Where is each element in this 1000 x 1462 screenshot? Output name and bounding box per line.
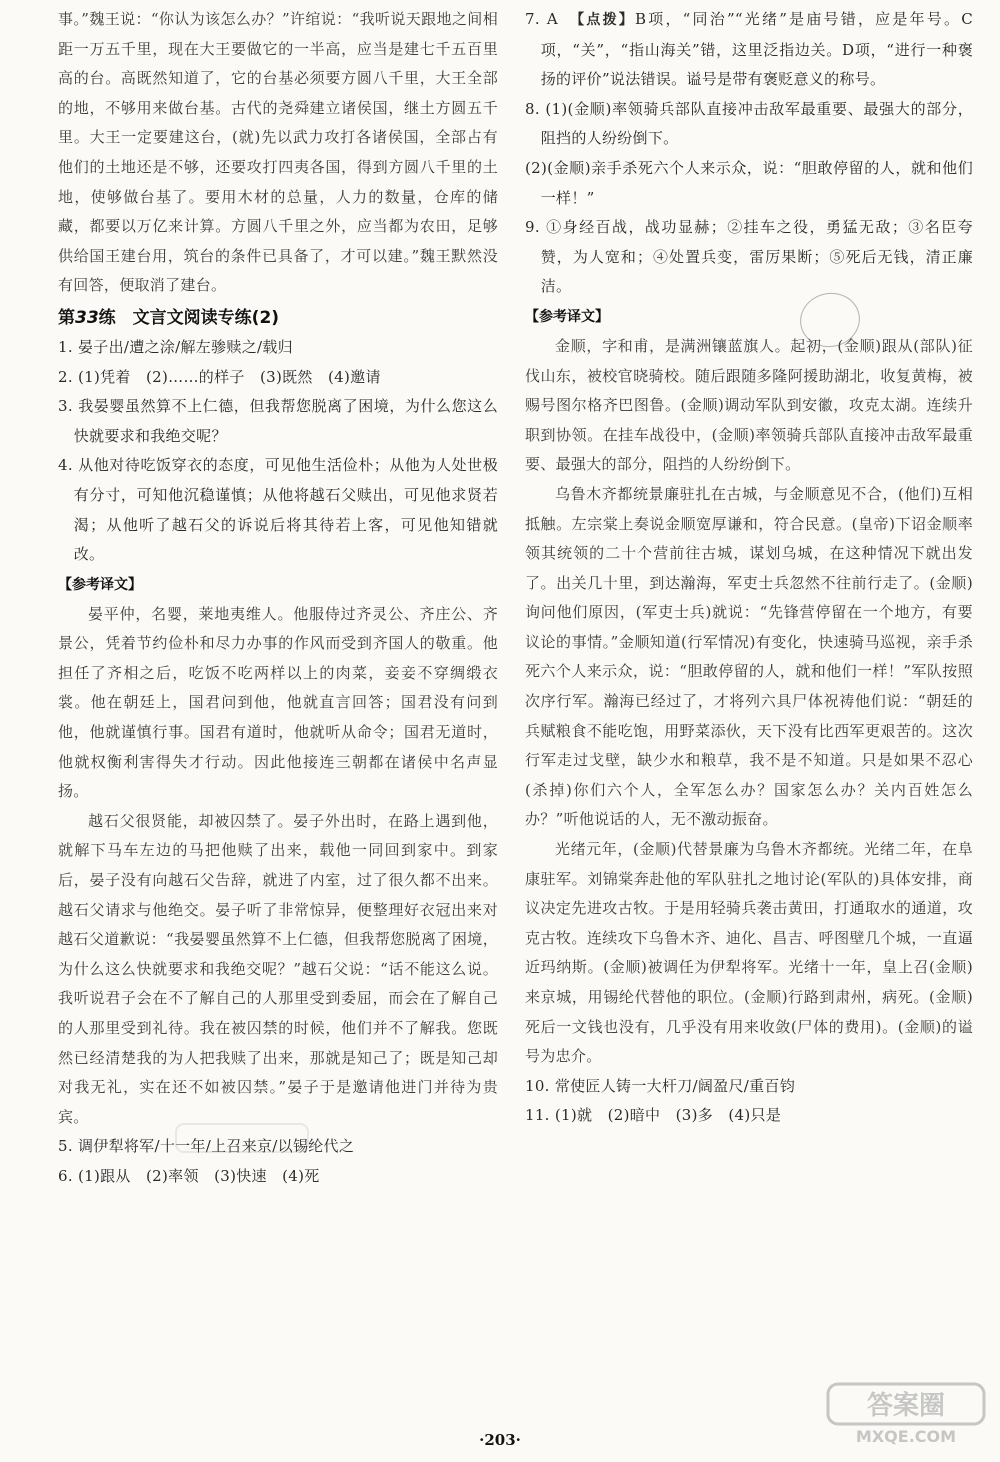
faint-watermark-icon (172, 1118, 312, 1158)
translation-paragraph-5: 光绪元年，(金顺)代替景廉为乌鲁木齐都统。光绪二年，在阜康驻军。刘锦棠奔赴他的军队驻扎之地讨论(军队的)具体安排，商议决定先进攻古牧。于是用轻骑兵袭击黄田，打通取水的通道，攻克古牧。连续攻下乌鲁木齐、迪化、昌吉、呼图壁几个城，一直逼近玛纳斯。(金顺)被调任为伊犁将军。光绪十一年，皇上召(金顺)来京城，用锡纶代替他的职位。(金顺)行路到肃州，病死。(金顺)死后一文钱也没有，几乎没有用来收敛(尸体的费用)。(金顺)的谥号为忠介。 (525, 840, 973, 1066)
heading-title: 练 文言文阅读专练(2) (98, 307, 280, 328)
translation-paragraph-1: 晏平仲，名婴，莱地夷维人。他服侍过齐灵公、齐庄公、齐景公，凭着节约俭朴和尽力办事的作风而受到齐国人的敬重。他担任了齐相之后，吃饭不吃两样以上的肉菜，妾妾不穿绸缎衣裳。他在朝廷上，国君问到他，他就直言回答；国君没有问到他，他就谨慎行事。国君有道时，他就听从命令；国君无道时，他就权衡利害得失才行动。因此他接连三朝都在诸侯中名声显扬。 (58, 604, 498, 801)
answer-7-explanation: B项，“同治”“光绪”是庙号错，应是年号。C项，“关”，“指山海关”错，这里泛指边关。D项，“进行一种褒扬的评价”说法错误。谥号是带有褒贬意义的称号。 (540, 10, 973, 89)
answer-10: 10. 常使匠人铸一大杆刀/阔盈尺/重百钧 (525, 1076, 796, 1095)
answer-1: 1. 晏子出/遭之涂/解左骖赎之/载归 (58, 337, 293, 356)
translation-paragraph-2: 越石父很贤能，却被囚禁了。晏子外出时，在路上遇到他，就解下马车左边的马把他赎了出来，载他一同回到家中。到家后，晏子没有向越石父告辞，就进了内室，过了很久都不出来。越石父请求与他绝交。晏子听了非常惊异，便整理好衣冠出来对越石父道歉说：“我晏婴虽然算不上仁德，但我帮您脱离了困境，为什么这么快就要求和我绝交呢？”越石父说：“话不能这么说。我听说君子会在不了解自己的人那里受到委屈，而会在了解自己的人那里受到礼待。我在被囚禁的时候，他们并不了解我。您既然已经清楚我的为人把我赎了出来，那就是知己了；既是知己却对我无礼，实在还不如被囚禁。”晏子于是邀请他进门并待为贵宾。 (58, 811, 498, 1126)
translation-paragraph-3: 金顺，字和甫，是满洲镶蓝旗人。起初，(金顺)跟从(部队)征伐山东，被校官晓骑校。随后跟随多隆阿援助湖北，收复黄梅，被赐号图尔格齐巴图鲁。(金顺)调动军队到安徽，攻克太湖。连续升职到协领。在挂车战役中，(金顺)率领骑兵部队直接冲击敌军最重要、最强大的部分，阻挡的人纷纷倒下。 (525, 336, 973, 474)
hint-tag: 【点拨】 (577, 12, 635, 28)
answer-6: 6. (1)跟从 (2)率领 (3)快速 (4)死 (58, 1166, 320, 1185)
heading-prefix: 第 (58, 307, 75, 328)
translation-paragraph-4: 乌鲁木齐都统景廉驻扎在古城，与金顺意见不合，(他们)互相抵触。左宗棠上奏说金顺宽厚谦和，符合民意。(皇帝)下诏金顺率领其统领的二十个营前往古城，谋划乌城，在这种情况下就出发了。出关几十里，到达瀚海，军吏士兵忽然不往前行走了。(金顺)询问他们原因，(军吏士兵)就说：“先锋营停留在一个地方，有要议论的事情。”金顺知道(行军情况)有变化，快速骑马巡视，亲手杀死六个人来示众，说：“胆敢停留的人，就和他们一样！”军队按照次序行军。瀚海已经过了，才将列六具尸体祝祷他们说：“朝廷的兵赋粮食不能吃饱，用野菜添伙，天下没有比西军更艰苦的。这次行军走过戈壁，缺少水和粮草，我不是不知道。只是如果不忍心(杀掉)你们六个人，全军怎么办？国家怎么办？关内百姓怎么办？”听他说话的人，无不激动振奋。 (525, 484, 973, 829)
heading-number: 33 (75, 307, 99, 328)
answer-5: 5. 调伊犁将军/十一年/上召来京/以锡纶代之 (58, 1137, 355, 1156)
answer-7-choice: 7. A (525, 10, 578, 28)
answer-3: 3. 我晏婴虽然算不上仁德，但我帮您脱离了困境，为什么您这么快就要求和我绝交呢？ (58, 397, 498, 445)
watermark-url: MXQE.COM (855, 1427, 957, 1446)
answer-2: 2. (1)凭着 (2)……的样子 (3)既然 (4)邀请 (58, 367, 381, 386)
watermark-brand: 答案圈 (866, 1391, 946, 1421)
answer-9: 9. ①身经百战，战功显赫；②挂车之役，勇猛无敌；③名臣夸赞，为人宽和；④处置兵变，雷厉果断；⑤死后无钱，清正廉洁。 (525, 218, 973, 296)
translation-continued-paragraph: 事。”魏王说：“你认为该怎么办？”许绾说：“我听说天跟地之间相距一万五千里，现在大王要做它的一半高，应当是建七千五百里高的台。高既然知道了，它的台基必须要方圆八千里，大王全部的地，不够用来做台基。古代的尧舜建立诸侯国，继土方圆五千里。大王一定要建这台，(就)先以武力攻打各诸侯国，全部占有他们的土地还是不够，还要攻打四夷各国，得到方圆八千里的土地，使够做台基了。要用木材的总量，人力的数量，仓库的储藏，都要以万亿来计算。方圆八千里之外，应当都为农田，足够供给国王建台用，筑台的条件已具备了，才可以建。”魏王默然没有回答，便取消了建台。 (58, 10, 498, 295)
answer-7 (525, 5, 973, 95)
left-column (58, 0, 498, 1192)
section-heading (58, 303, 498, 333)
answer-11: 11. (1)就 (2)暗中 (3)多 (4)只是 (525, 1106, 782, 1125)
page-number: ·203· (479, 1431, 521, 1449)
answer-8-part-2: (2)(金顺)亲手杀死六个人来示众，说：“胆敢停留的人，就和他们一样！” (525, 158, 973, 207)
reference-translation-title-2: 【参考译文】 (525, 308, 609, 325)
right-column (525, 0, 973, 1131)
answer-4: 4. 从他对待吃饭穿衣的态度，可见他生活俭朴；从他为人处世极有分寸，可知他沉稳谨慎；从他将越石父赎出，可见他求贤若渴；从他听了越石父的诉说后将其待若上客，可见他知错就改。 (58, 456, 498, 564)
reference-translation-title: 【参考译文】 (58, 576, 142, 593)
watermark-logo-icon (826, 1380, 986, 1448)
answer-8-part-1: 8. (1)(金顺)率领骑兵部队直接冲击敌军最重要、最强大的部分，阻挡的人纷纷倒下。 (525, 99, 973, 148)
